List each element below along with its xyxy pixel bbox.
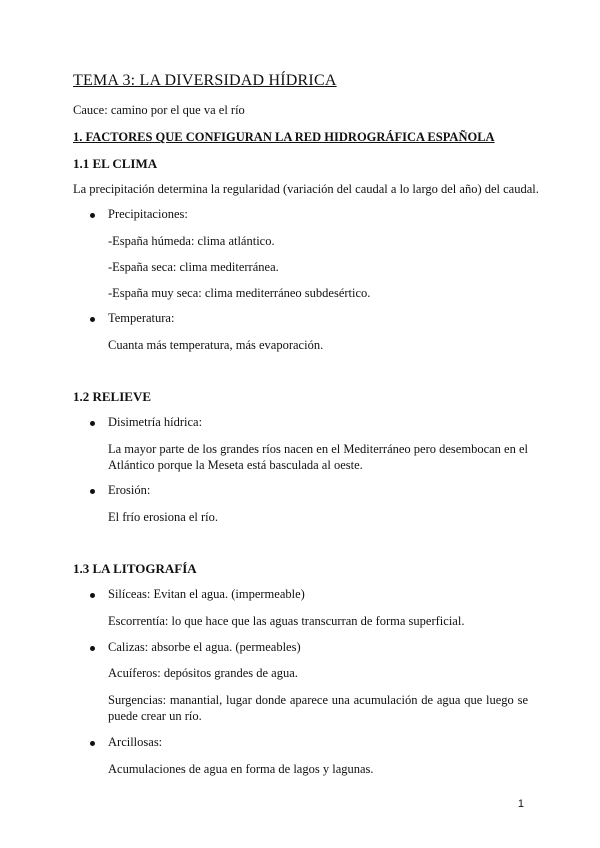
page-number: 1 — [517, 798, 524, 810]
arcillosas-text: Acumulaciones de agua en forma de lagos y lagunas. — [108, 762, 374, 776]
bullet-icon — [90, 317, 95, 322]
temperatura-text: Cuanta más temperatura, más evaporación. — [108, 338, 324, 352]
bullet-icon — [90, 213, 95, 218]
disimetria-label: Disimetría hídrica: — [108, 415, 203, 429]
erosion-label: Erosión: — [108, 483, 151, 497]
precip-item-seca: -España seca: clima mediterránea. — [108, 260, 279, 274]
bullet-icon — [90, 741, 95, 746]
arcillosas-label: Arcillosas: — [108, 735, 163, 749]
bullet-icon — [90, 489, 95, 494]
bullet-icon — [90, 593, 95, 598]
bullet-icon — [90, 646, 95, 651]
precip-item-muy-seca: -España muy seca: clima mediterráneo subdesértico. — [108, 286, 371, 300]
cauce-definition: Cauce: camino por el que va el río — [73, 103, 245, 117]
relieve-heading: 1.2 RELIEVE — [73, 389, 152, 404]
clima-heading: 1.1 EL CLIMA — [73, 156, 158, 171]
temperatura-label: Temperatura: — [108, 311, 175, 325]
siliceas-label: Silíceas: Evitan el agua. (impermeable) — [108, 587, 305, 601]
precip-item-humeda: -España húmeda: clima atlántico. — [108, 234, 275, 248]
acuiferos-text: Acuíferos: depósitos grandes de agua. — [108, 666, 298, 680]
surgencias-text: Surgencias: manantial, lugar donde aparece una acumulación de agua que luego se puede crear un río. — [108, 693, 528, 723]
section-1-heading: 1. FACTORES QUE CONFIGURAN LA RED HIDROGRÁFICA ESPAÑOLA — [73, 130, 495, 144]
clima-intro: La precipitación determina la regularidad (variación del caudal a lo largo del año) del caudal. — [73, 182, 539, 196]
disimetria-text: La mayor parte de los grandes ríos nacen en el Mediterráneo pero desembocan en el Atlántico porque la Meseta está basculada al oeste. — [108, 442, 528, 472]
page-title: TEMA 3: LA DIVERSIDAD HÍDRICA — [73, 72, 337, 89]
precipitaciones-label: Precipitaciones: — [108, 207, 188, 221]
bullet-icon — [90, 421, 95, 426]
escorrentia-text: Escorrentía: lo que hace que las aguas transcurran de forma superficial. — [108, 614, 465, 628]
calizas-label: Calizas: absorbe el agua. (permeables) — [108, 640, 301, 654]
erosion-text: El frío erosiona el río. — [108, 510, 219, 524]
litografia-heading: 1.3 LA LITOGRAFÍA — [73, 561, 197, 576]
